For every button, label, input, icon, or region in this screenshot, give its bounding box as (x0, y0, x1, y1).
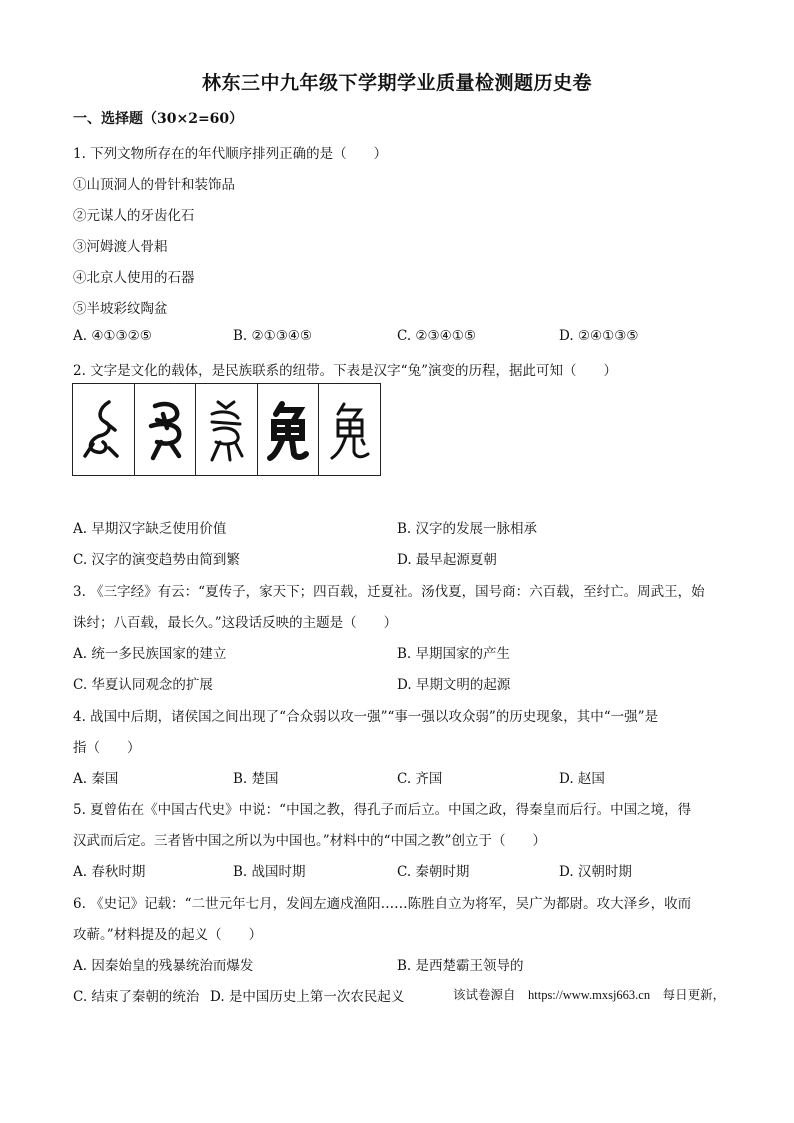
q2-option-a[interactable]: A. 早期汉字缺乏使用价值 (73, 521, 227, 537)
q1-option-d[interactable]: D. ②④①③⑤ (559, 328, 639, 344)
q3-stem-line1: 3. 《三字经》有云：“夏传子，家天下；四百载，迁夏社。汤伐夏，国号商：六百载，至纣亡。周武王，始 (73, 584, 705, 600)
q6-stem-line2: 攻蕲。”材料提及的起义（ ） (73, 927, 263, 943)
q6-option-c[interactable]: C. 结束了秦朝的统治 (73, 989, 200, 1005)
q2-option-b[interactable]: B. 汉字的发展一脉相承 (397, 521, 538, 537)
q5-option-c[interactable]: C. 秦朝时期 (397, 864, 470, 880)
q2-option-d[interactable]: D. 最早起源夏朝 (397, 552, 497, 568)
q1-item-2: ②元谋人的牙齿化石 (73, 208, 195, 224)
lishu-tu-icon (258, 384, 320, 475)
q3-option-c[interactable]: C. 华夏认同观念的扩展 (73, 677, 213, 693)
q4-option-c[interactable]: C. 齐国 (397, 771, 443, 787)
q1-option-a[interactable]: A. ④①③②⑤ (73, 328, 152, 344)
q2-option-c[interactable]: C. 汉字的演变趋势由简到繁 (73, 552, 240, 568)
q4-stem-line2: 指（ ） (73, 740, 141, 756)
q4-stem-line1: 4. 战国中后期，诸侯国之间出现了“合众弱以攻一强”“事一强以攻众弱”的历史现象，其中“一强”是 (73, 709, 659, 725)
q1-option-b[interactable]: B. ②①③④⑤ (233, 328, 313, 344)
section-heading: 一、选择题（30×2=60） (73, 111, 244, 127)
jinwen-tu-icon (135, 384, 197, 475)
q5-option-a[interactable]: A. 春秋时期 (73, 864, 146, 880)
q4-option-b[interactable]: B. 楚国 (233, 771, 279, 787)
q3-option-b[interactable]: B. 早期国家的产生 (397, 646, 511, 662)
q5-option-b[interactable]: B. 战国时期 (233, 864, 306, 880)
q1-item-4: ④北京人使用的石器 (73, 270, 195, 286)
q1-option-c[interactable]: C. ②③④①⑤ (397, 328, 476, 344)
q6-option-d[interactable]: D. 是中国历史上第一次农民起义 (210, 989, 405, 1005)
exam-title: 林东三中九年级下学期学业质量检测题历史卷 (201, 72, 592, 94)
kaishu-tu-icon (319, 384, 380, 475)
q3-stem-line2: 诛纣；八百载，最长久。”这段话反映的主题是（ ） (73, 615, 398, 631)
q6-stem-line1: 6. 《史记》记载：“二世元年七月，发闾左適戍渔阳……陈胜自立为将军，吴广为都尉。攻大泽乡，收而 (73, 896, 692, 912)
xiaozhuan-tu-icon (196, 384, 258, 475)
q1-stem: 1. 下列文物所存在的年代顺序排列正确的是（ ） (73, 146, 388, 162)
q1-item-5: ⑤半坡彩纹陶盆 (73, 301, 168, 317)
q1-item-3: ③河姆渡人骨耜 (73, 239, 168, 255)
q6-option-a[interactable]: A. 因秦始皇的残暴统治而爆发 (73, 958, 254, 974)
q4-option-d[interactable]: D. 赵国 (559, 771, 605, 787)
q5-stem-line2: 汉武而后定。三者皆中国之所以为中国也。”材料中的“中国之教”创立于（ ） (73, 833, 546, 849)
q2-stem: 2. 文字是文化的载体，是民族联系的纽带。下表是汉字“兔”演变的历程，据此可知（ ） (73, 363, 617, 379)
q6-option-b[interactable]: B. 是西楚霸王领导的 (397, 958, 524, 974)
jiaguwen-tu-icon (73, 384, 135, 475)
tu-evolution-table (72, 383, 381, 476)
q3-option-a[interactable]: A. 统一多民族国家的建立 (73, 646, 227, 662)
source-footer: 该试卷源自 https://www.mxsj663.cn 每日更新， (453, 988, 726, 1002)
q5-stem-line1: 5. 夏曾佑在《中国古代史》中说：“中国之教，得孔子而后立。中国之政，得秦皇而后行。中国之境，得 (73, 802, 692, 818)
q5-option-d[interactable]: D. 汉朝时期 (559, 864, 632, 880)
q1-item-1: ①山顶洞人的骨针和装饰品 (73, 177, 235, 193)
q3-option-d[interactable]: D. 早期文明的起源 (397, 677, 511, 693)
q4-option-a[interactable]: A. 秦国 (73, 771, 119, 787)
